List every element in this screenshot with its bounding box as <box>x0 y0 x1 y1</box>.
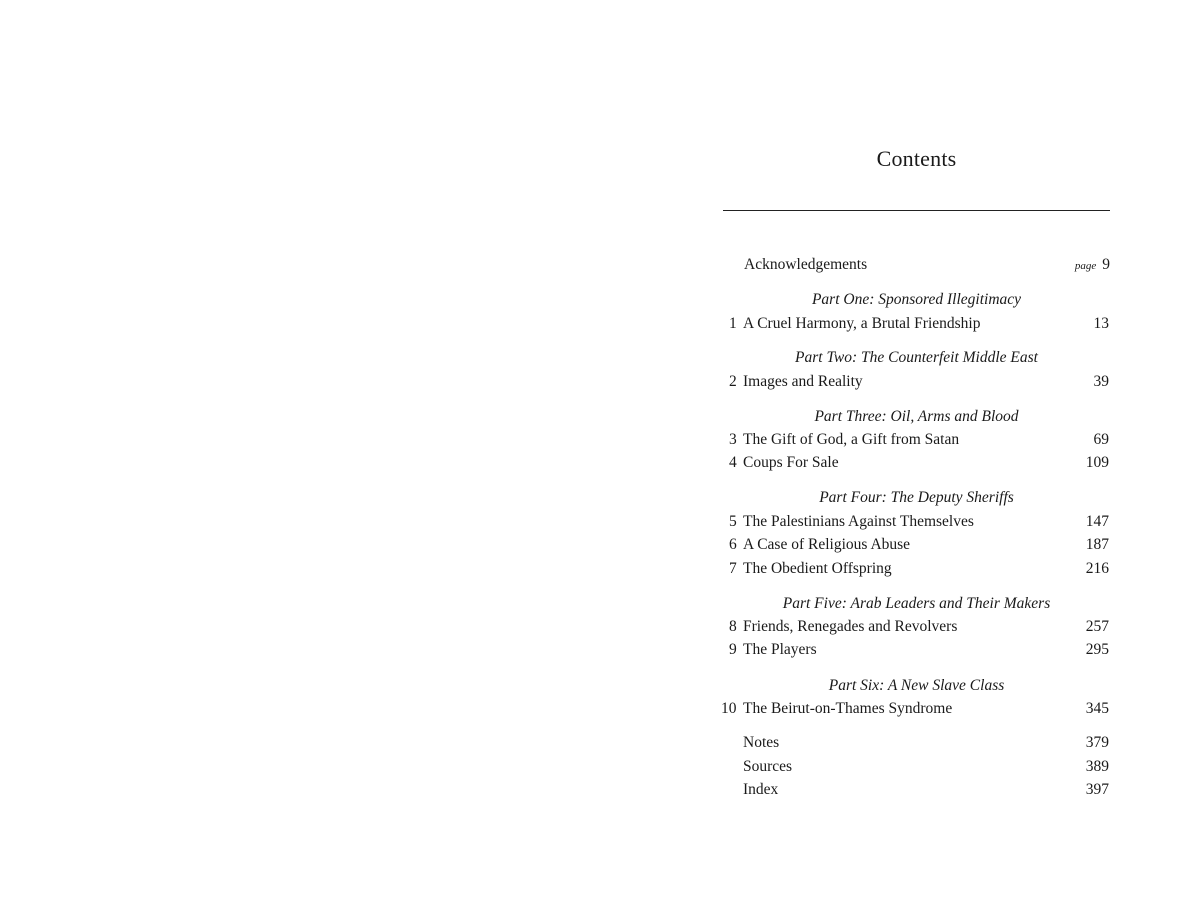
part-heading-5: Part Five: Arab Leaders and Their Makers <box>782 595 1051 612</box>
chapter-number: 4 <box>729 454 737 471</box>
toc-entry-chapter-7 <box>729 559 1109 579</box>
chapter-title: The Players <box>743 641 817 658</box>
toc-entry-index <box>743 780 1109 800</box>
toc-entry-chapter-1 <box>729 314 1109 334</box>
entry-page: page 9 <box>1074 256 1110 273</box>
chapter-page: 69 <box>1093 431 1109 448</box>
toc-entry-chapter-8 <box>729 617 1109 637</box>
entry-page: 397 <box>1085 781 1109 798</box>
page-title: Contents <box>876 146 957 171</box>
chapter-number: 1 <box>729 315 737 332</box>
toc-entry-chapter-3 <box>729 430 1109 450</box>
chapter-number: 6 <box>729 536 737 553</box>
chapter-page: 187 <box>1085 536 1109 553</box>
part-heading-4: Part Four: The Deputy Sheriffs <box>819 489 1014 506</box>
chapter-title: Friends, Renegades and Revolvers <box>743 618 958 635</box>
page-word: page <box>1074 260 1097 272</box>
chapter-title: A Case of Religious Abuse <box>743 536 911 553</box>
entry-title: Acknowledgements <box>744 256 868 273</box>
toc-entry-chapter-10 <box>721 699 1109 719</box>
chapter-number: 3 <box>729 431 737 448</box>
entry-title: Notes <box>743 734 780 751</box>
entry-title: Index <box>743 781 779 798</box>
toc-entry-chapter-6 <box>729 535 1109 555</box>
entry-page: 379 <box>1085 734 1109 751</box>
chapter-number: 2 <box>729 373 737 390</box>
chapter-page: 216 <box>1085 560 1109 577</box>
chapter-number: 9 <box>729 641 737 658</box>
chapter-title: The Gift of God, a Gift from Satan <box>743 431 960 448</box>
part-heading-3: Part Three: Oil, Arms and Blood <box>814 408 1019 425</box>
chapter-page: 295 <box>1085 641 1109 658</box>
entry-title: Sources <box>743 758 793 775</box>
chapter-number: 8 <box>729 618 737 635</box>
part-heading-1: Part One: Sponsored Illegitimacy <box>811 291 1022 308</box>
toc-entry-chapter-5 <box>729 512 1109 532</box>
chapter-number: 10 <box>721 700 737 717</box>
chapter-title: Coups For Sale <box>743 454 839 471</box>
chapter-number: 7 <box>729 560 737 577</box>
toc-entry-chapter-2 <box>729 372 1109 392</box>
chapter-title: A Cruel Harmony, a Brutal Friendship <box>743 315 981 332</box>
chapter-page: 39 <box>1093 373 1109 390</box>
chapter-number: 5 <box>729 513 737 530</box>
chapter-page: 147 <box>1085 513 1109 530</box>
chapter-page: 257 <box>1085 618 1109 635</box>
chapter-title: Images and Reality <box>743 373 863 390</box>
chapter-page: 109 <box>1085 454 1109 471</box>
toc-entry-notes <box>743 733 1109 753</box>
part-heading-6: Part Six: A New Slave Class <box>828 677 1005 694</box>
toc-entry-acknowledgements <box>744 255 1110 275</box>
chapter-page: 13 <box>1093 315 1109 332</box>
chapter-title: The Obedient Offspring <box>743 560 892 577</box>
chapter-title: The Palestinians Against Themselves <box>743 513 974 530</box>
toc-entry-sources <box>743 757 1109 777</box>
chapter-title: The Beirut-on-Thames Syndrome <box>743 700 953 717</box>
toc-entry-chapter-9 <box>729 640 1109 660</box>
part-heading-2: Part Two: The Counterfeit Middle East <box>795 349 1038 366</box>
toc-entry-chapter-4 <box>729 453 1109 473</box>
chapter-page: 345 <box>1085 700 1109 717</box>
entry-page: 389 <box>1085 758 1109 775</box>
